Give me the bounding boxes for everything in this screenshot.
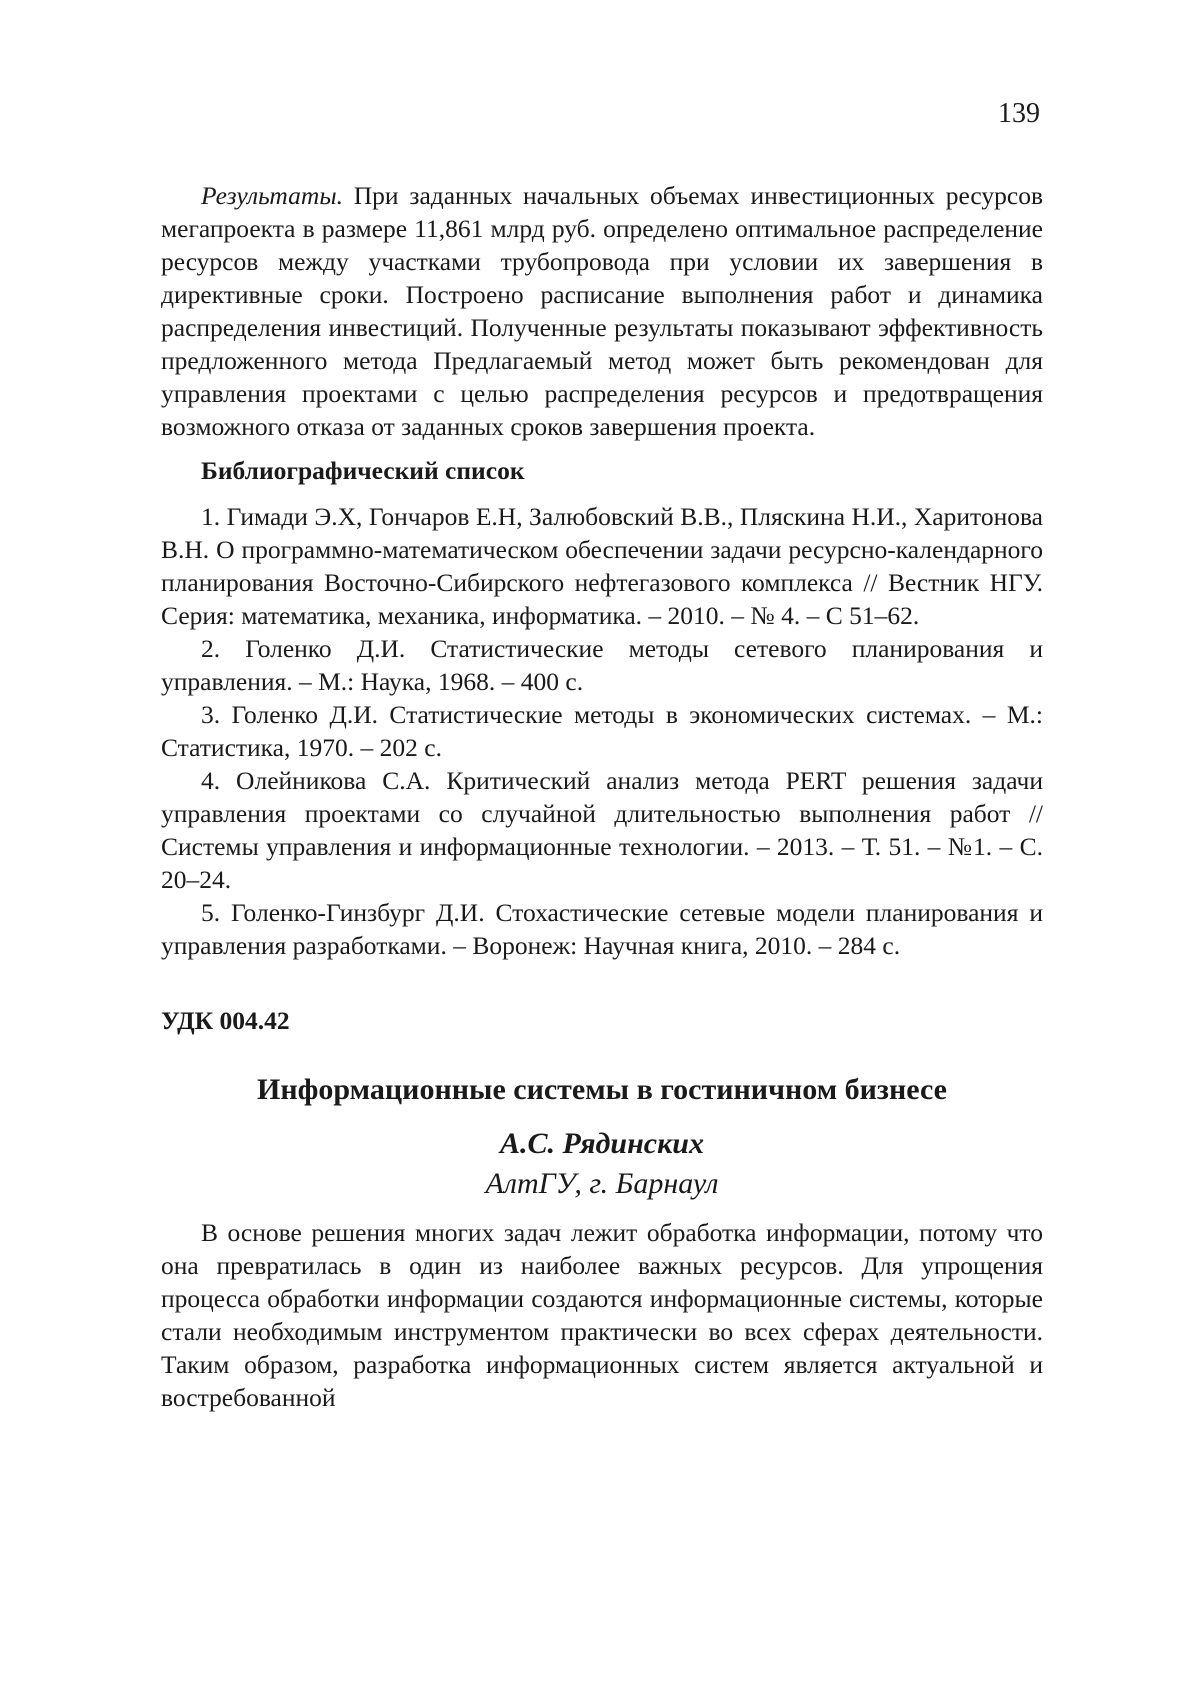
page-number: 139 <box>998 100 1040 128</box>
article-intro-paragraph: В основе решения многих задач лежит обработка информации, потому что она превратилась в один из наиболее важных ресурсов. Для упрощения процесса обработки информации создаются информа­ционные системы, которые стали необходимым инструментом практически во всех сферах деятельности. Таким образом, разработка информационных систем является актуальной и востребованной <box>161 1216 1043 1414</box>
bibliography-item: 2. Голенко Д.И. Статистические методы сетевого планирования и управления. – М.: Наука, 1968. – 400 с. <box>161 632 1043 698</box>
bibliography-item: 5. Голенко-Гинзбург Д.И. Стохастические сетевые модели планирования и управления разработками. – Воронеж: Научная книга, 2010. – 284 с. <box>161 896 1043 962</box>
article-title: Информационные системы в гостиничном бизнесе <box>161 1070 1043 1110</box>
results-lead: Результаты. <box>201 181 343 210</box>
page-content <box>161 179 1043 1414</box>
results-paragraph <box>161 179 1043 443</box>
bibliography-list <box>161 500 1043 962</box>
article-author: А.С. Рядинских <box>161 1124 1043 1164</box>
bibliography-item: 1. Гимади Э.Х, Гончаров Е.Н, Залюбовский В.В., Пляскина Н.И., Харитонова В.Н. О программно-математическом обеспечении задачи ресурсно-календарного планирования Восточно-Сибирского нефте­газового комплекса // Вестник НГУ. Серия: математика, механика, информатика. – 2010. – № 4. – С 51–62. <box>161 500 1043 632</box>
results-text: При заданных начальных объемах инвестиционных ресурсов мегапроекта в размере 11,861 млрд руб. определено оптимальное распределение ресурсов между участками трубопровода при условии их завершения в директивные сроки. Построено расписание выполнения работ и динамика распределения инвестиций. Полученные результаты показывают эффективность предложенного метода Предлагаемый метод может быть рекомендован для управления проектами с целью распределения ресурсов и предотвращения возможного отказа от заданных сроков завершения проекта. <box>161 181 1043 441</box>
bibliography-item: 4. Олейникова С.А. Критический анализ метода PERT решения задачи управления проектами со случайной длительностью выполнения работ // Системы управления и информационные технологии. – 2013. – Т. 51. – №1. – С. 20–24. <box>161 764 1043 896</box>
article-affiliation: АлтГУ, г. Барнаул <box>161 1164 1043 1204</box>
bibliography-heading: Библиографический список <box>161 454 1043 487</box>
udk-code: УДК 004.42 <box>161 1004 1043 1037</box>
bibliography-item: 3. Голенко Д.И. Статистические методы в экономических системах. – М.: Статистика, 1970. – 202 с. <box>161 698 1043 764</box>
